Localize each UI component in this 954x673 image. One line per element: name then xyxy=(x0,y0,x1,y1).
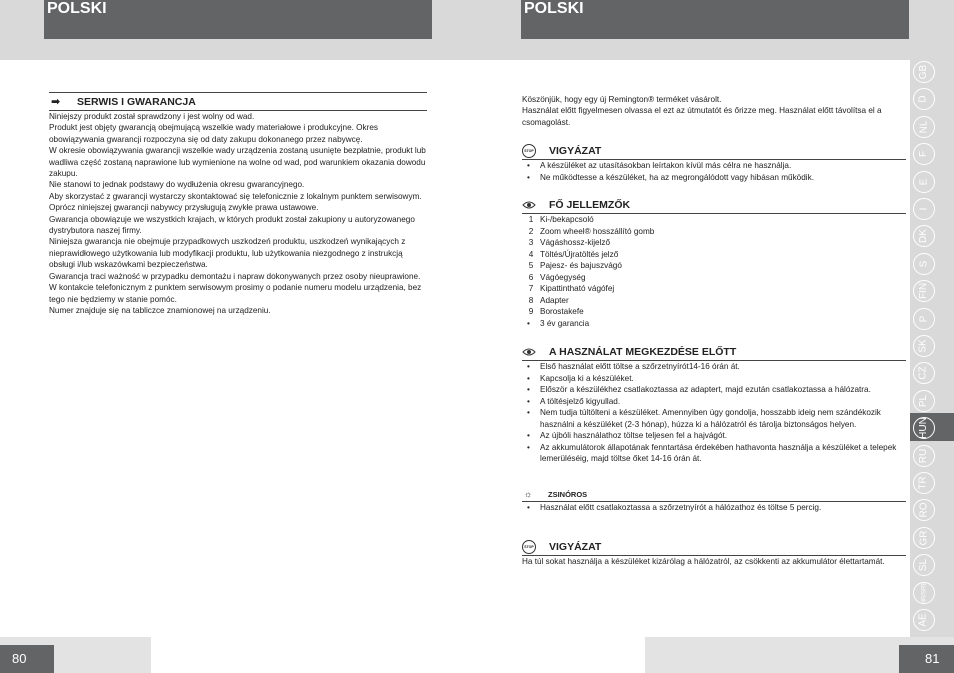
list-item: • Először a készülékhez csatlakoztassa az adaptert, majd ezután csatlakoztassa a hálózatra. xyxy=(522,384,906,396)
warranty-section xyxy=(49,92,427,316)
list-item: • Használat előtt csatlakoztassa a szőrzetnyírót a hálózathoz és töltse 5 percig. xyxy=(522,502,906,514)
language-tab-label: F xyxy=(917,151,929,158)
language-tab-ae[interactable] xyxy=(913,609,935,631)
eye-icon xyxy=(522,345,536,359)
list-item: • Nem tudja túltölteni a készüléket. Amennyiben úgy gondolja, hosszabb ideig nem szándékozik használni a készüléket (2-3 hónap), húzza ki a hálózatról és tárolja biztonságos helyen. xyxy=(522,407,906,430)
features-title: FŐ JELLEMZŐK xyxy=(549,198,631,211)
language-tab-label: SK xyxy=(918,339,929,353)
language-tab-pl[interactable] xyxy=(913,390,935,412)
eye-icon xyxy=(522,198,536,212)
warranty-text xyxy=(49,111,427,316)
cordless-title: ZSINÓROS xyxy=(548,489,588,499)
list-item: • Kapcsolja ki a készüléket. xyxy=(522,373,906,385)
warranty-paragraph: W okresie obowiązywania gwarancji wszelkie wady urządzenia zostaną usunięte bezpłatnie, produkt lub wadliwa część zostaną naprawione lub wymienione na wolne od wad, pod warunkiem okazania dowodu zakupu. xyxy=(49,146,426,179)
language-tab-i[interactable] xyxy=(913,198,935,220)
cordless-section xyxy=(522,488,906,514)
language-tab-label: I xyxy=(918,207,929,211)
intro-line: Köszönjük, hogy egy új Remington® terméket vásárolt. xyxy=(522,95,722,104)
language-tab-nl[interactable] xyxy=(913,116,935,138)
language-tab-e[interactable] xyxy=(913,171,935,193)
list-item: • Az akkumulátorok állapotának fenntartása érdekében hathavonta használja a készüléket a telepek lemerüléséig, majd töltse őket 14-16 órán át. xyxy=(522,442,906,465)
caution-title: VIGYÁZAT xyxy=(549,144,602,157)
language-tab-gr[interactable] xyxy=(913,527,935,549)
features-section xyxy=(522,197,906,329)
list-item: 8 Adapter xyxy=(528,295,569,305)
list-item: • Az újbóli használathoz töltse teljesen fel a hajvágót. xyxy=(522,430,906,442)
language-tab-label: NL xyxy=(917,120,929,134)
before-use-title: A HASZNÁLAT MEGKEZDÉSE ELŐTT xyxy=(549,345,737,358)
language-tab-label: P xyxy=(917,315,929,322)
right-page-number: 81 xyxy=(899,645,954,673)
stop-icon: STOP xyxy=(522,144,536,158)
language-tab-tr[interactable] xyxy=(913,472,935,494)
warranty-title: SERWIS I GWARANCJA xyxy=(77,95,196,108)
warranty-paragraph: W kontakcie telefonicznym z punktem serwisowym prosimy o podanie numeru modelu urządzenia, bez tego nie będziemy w stanie pomóc. xyxy=(49,283,422,304)
list-item: • A készüléket az utasításokban leírtakon kívül más célra ne használja. xyxy=(522,160,906,172)
left-page-number: 80 xyxy=(0,645,54,673)
sun-icon: ☼ xyxy=(524,489,533,499)
caution-title: VIGYÁZAT xyxy=(549,540,602,553)
language-tab-gb[interactable] xyxy=(913,61,935,83)
language-tab-p[interactable] xyxy=(913,308,935,330)
language-tab-label: RO xyxy=(918,502,929,518)
language-tab-s[interactable] xyxy=(913,253,935,275)
language-tab-sk[interactable] xyxy=(913,335,935,357)
list-item: 6 Vágóegység xyxy=(528,272,586,282)
warranty-paragraph: Gwarancja traci ważność w przypadku demontażu i napraw dokonywanych przez osoby nieuprawione. xyxy=(49,271,421,281)
list-item: 9 Borostakefe xyxy=(528,307,584,316)
language-tab-label: DK xyxy=(918,229,929,244)
before-use-section xyxy=(522,344,906,465)
language-tab-label: PL xyxy=(917,394,929,407)
stop-icon: STOP xyxy=(522,540,536,554)
list-item: • Ne működtesse a készüléket, ha az megrongálódott vagy hibásan működik. xyxy=(522,172,906,184)
language-tab-label: SL xyxy=(917,559,929,572)
warranty-paragraph: Oprócz niniejszej gwarancji nabywcy przysługują zwykłe prawa ustawowe. xyxy=(49,203,319,213)
warranty-paragraph: Gwarancja obowiązuje we wszystkich krajach, w których produkt został zakupiony u autoryzowanego dystrybutora naszej firmy. xyxy=(49,214,415,236)
warranty-paragraph: Numer znajduje się na tabliczce znamionowej na urządzeniu. xyxy=(49,305,271,315)
warranty-paragraph: Nie stanowi to jednak podstawy do wydłużenia okresu gwarancyjnego. xyxy=(49,180,305,190)
language-tab-label: RU xyxy=(917,448,929,463)
list-item: • Első használat előtt töltse a szőrzetnyírót14-16 órán át. xyxy=(522,361,906,373)
language-tab-label: GB xyxy=(917,64,929,80)
list-item: • 3 év garancia xyxy=(522,318,906,330)
list-item: 5 Pajesz- és bajuszvágó xyxy=(528,261,622,270)
caution-section-1 xyxy=(522,143,906,183)
list-item: • A töltésjelző kigyullad. xyxy=(522,396,906,408)
language-tab-label: HR/SRB xyxy=(921,581,928,604)
warranty-paragraph: Niniejsza gwarancja nie obejmuje przypadkowych uszkodzeń produktu, uszkodzeń wynikających z nieprawidłowego użytkowania lub modyfikacji produktu, lub użytkowania niezgodnego z instrukcją obsługi i/lub wskazówkami bezpieczeństwa. xyxy=(49,237,406,270)
caution-section-2 xyxy=(522,539,906,567)
list-item: 7 Kipattintható vágófej xyxy=(528,284,615,293)
language-tab-label: E xyxy=(917,178,929,185)
arrow-right-icon: ➡ xyxy=(51,96,61,108)
intro-block xyxy=(522,94,906,128)
warranty-paragraph: Niniejszy produkt został sprawdzony i jest wolny od wad. xyxy=(49,112,255,121)
warranty-paragraph: Aby skorzystać z gwarancji wystarczy skontaktować się telefonicznie z lokalnym punktem serwisowym. xyxy=(49,191,422,201)
language-tab-label: TR xyxy=(918,476,929,490)
list-item: 3 Vágáshossz-kijelző xyxy=(528,238,611,247)
list-item: 2 Zoom wheel® hosszállító gomb xyxy=(528,226,655,236)
list-item: 1 Ki-/bekapcsoló xyxy=(528,215,594,224)
language-tab-label: D xyxy=(917,95,929,104)
warranty-paragraph: Produkt jest objęty gwarancją obejmującą wszelkie wady materiałowe i produkcyjne. Okres obowiązywania gwarancji rozpoczyna się od daty zakupu dokonanego przez nabywcę. xyxy=(49,123,379,144)
language-tab-label: HUN xyxy=(918,417,930,440)
language-tab-label: GR xyxy=(918,530,929,546)
right-page-header: POLSKI xyxy=(521,0,909,39)
language-tab-label: S xyxy=(917,260,929,268)
left-page-header: POLSKI xyxy=(44,0,432,39)
language-tab-ru[interactable] xyxy=(913,445,935,467)
language-tab-label: AE xyxy=(918,613,929,627)
language-tab-hr-srb[interactable] xyxy=(913,582,935,604)
warranty-title-row xyxy=(49,93,427,111)
intro-line: Használat előtt figyelmesen olvassa el ezt az útmutatót és őrizze meg. Használat előtt távolítsa el a csomagolást. xyxy=(522,106,882,127)
caution-text: Ha túl sokat használja a készüléket kizárólag a hálózatról, az csökkenti az akkumulátor élettartamát. xyxy=(522,557,885,566)
language-tab-label: FIN xyxy=(917,283,929,300)
language-tab-label: CZ xyxy=(918,366,929,381)
list-item: 4 Töltés/Újratöltés jelző xyxy=(528,249,619,259)
